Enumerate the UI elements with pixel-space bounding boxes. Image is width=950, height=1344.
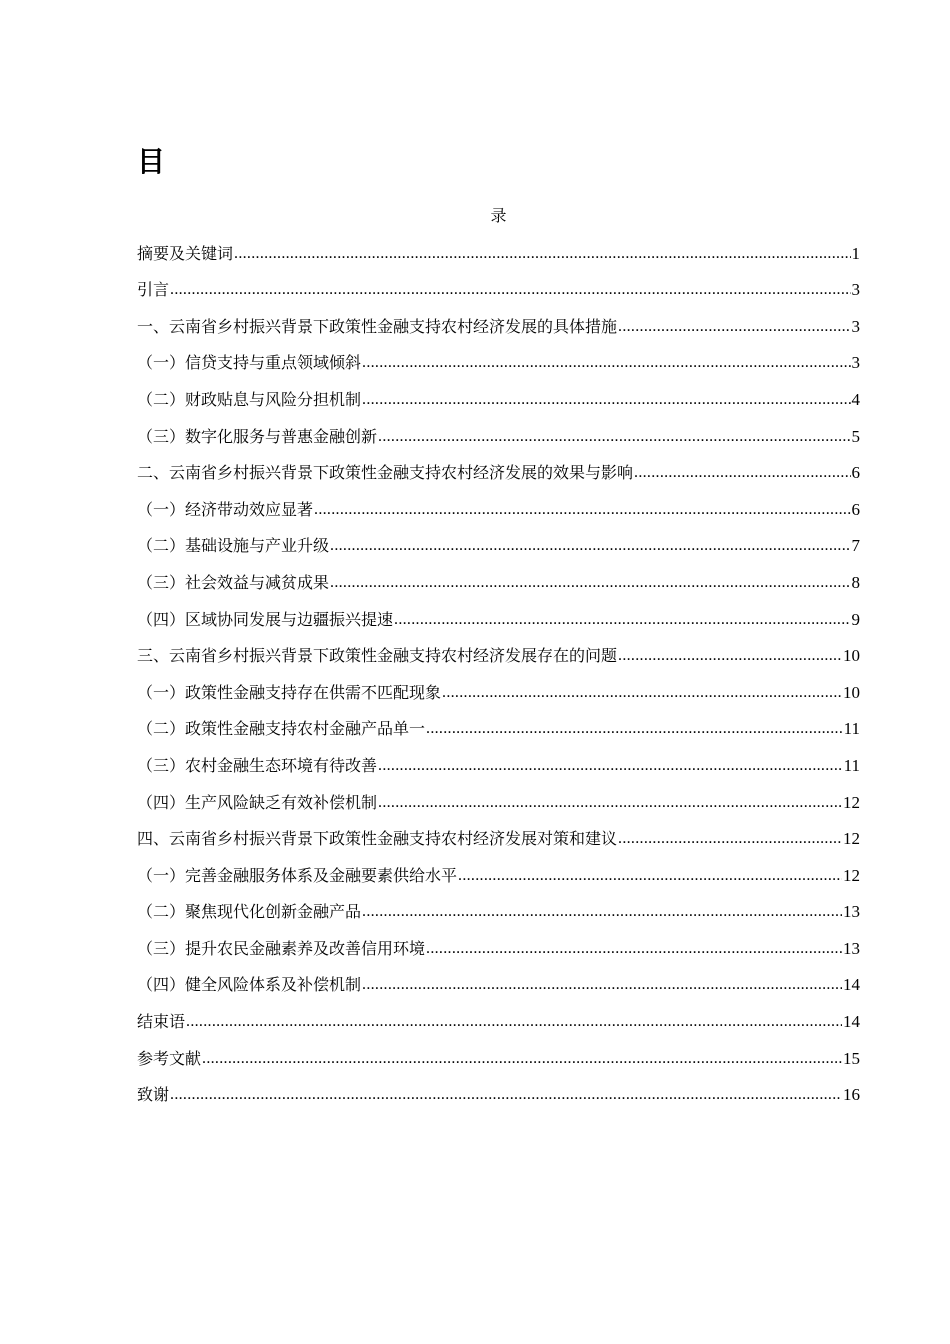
- toc-entry-label: （二）基础设施与产业升级: [137, 536, 330, 556]
- toc-entry-label: 二、云南省乡村振兴背景下政策性金融支持农村经济发展的效果与影响: [137, 463, 634, 483]
- toc-dot-leader: [426, 938, 842, 960]
- toc-entry[interactable]: [137, 855, 860, 892]
- toc-entry-label: （四）健全风险体系及补偿机制: [137, 975, 362, 995]
- toc-entry-label: （一）经济带动效应显著: [137, 499, 314, 519]
- toc-dot-leader: [618, 645, 842, 667]
- toc-dot-leader: [314, 499, 850, 521]
- toc-entry-label: （二）政策性金融支持农村金融产品单一: [137, 719, 426, 739]
- toc-entry-page-number: 14: [843, 1012, 860, 1032]
- toc-dot-leader: [330, 535, 850, 557]
- toc-entry[interactable]: [137, 1001, 860, 1038]
- toc-entry-page-number: 3: [851, 353, 860, 373]
- toc-entry-label: （三）数字化服务与普惠金融创新: [137, 426, 378, 446]
- toc-entry[interactable]: [137, 599, 860, 636]
- toc-entry[interactable]: [137, 379, 860, 416]
- toc-dot-leader: [442, 682, 842, 704]
- toc-entry[interactable]: [137, 892, 860, 929]
- toc-entry[interactable]: [137, 1075, 860, 1112]
- toc-entry-page-number: 11: [843, 719, 860, 739]
- toc-entry[interactable]: [137, 672, 860, 709]
- toc-entry-label: 引言: [137, 280, 170, 300]
- toc-entry[interactable]: [137, 343, 860, 380]
- toc-dot-leader: [362, 974, 842, 996]
- toc-dot-leader: [618, 316, 850, 338]
- toc-entry-label: 参考文献: [137, 1048, 202, 1068]
- toc-entry-page-number: 7: [851, 536, 860, 556]
- toc-entry-page-number: 12: [843, 865, 860, 885]
- table-of-contents: [137, 233, 860, 1111]
- toc-entry-page-number: 13: [843, 938, 860, 958]
- toc-entry-label: 一、云南省乡村振兴背景下政策性金融支持农村经济发展的具体措施: [137, 316, 618, 336]
- toc-dot-leader: [426, 718, 843, 740]
- toc-entry-label: （三）提升农民金融素养及改善信用环境: [137, 938, 426, 958]
- toc-entry-label: （一）完善金融服务体系及金融要素供给水平: [137, 865, 458, 885]
- toc-dot-leader: [170, 1084, 842, 1106]
- toc-entry-page-number: 15: [843, 1048, 860, 1068]
- toc-entry-page-number: 9: [851, 609, 860, 629]
- toc-entry[interactable]: [137, 1038, 860, 1075]
- toc-entry-page-number: 5: [851, 426, 860, 446]
- toc-entry-label: （四）生产风险缺乏有效补偿机制: [137, 792, 378, 812]
- toc-entry-page-number: 12: [843, 792, 860, 812]
- toc-dot-leader: [362, 389, 850, 411]
- toc-entry[interactable]: [137, 745, 860, 782]
- toc-entry[interactable]: [137, 709, 860, 746]
- toc-entry-page-number: 13: [843, 902, 860, 922]
- toc-entry[interactable]: [137, 782, 860, 819]
- toc-entry[interactable]: [137, 562, 860, 599]
- toc-entry[interactable]: [137, 965, 860, 1002]
- toc-dot-leader: [202, 1048, 842, 1070]
- toc-entry-page-number: 10: [843, 646, 860, 666]
- toc-entry-page-number: 6: [851, 499, 860, 519]
- toc-title-main: 目: [137, 145, 166, 178]
- toc-dot-leader: [362, 352, 850, 374]
- toc-dot-leader: [618, 828, 842, 850]
- toc-dot-leader: [170, 279, 850, 301]
- toc-entry-page-number: 3: [851, 280, 860, 300]
- toc-entry-label: （二）财政贴息与风险分担机制: [137, 389, 362, 409]
- toc-entry-page-number: 10: [843, 682, 860, 702]
- toc-entry[interactable]: [137, 489, 860, 526]
- toc-entry-page-number: 11: [843, 755, 860, 775]
- toc-entry-label: 三、云南省乡村振兴背景下政策性金融支持农村经济发展存在的问题: [137, 646, 618, 666]
- toc-dot-leader: [394, 609, 850, 631]
- toc-dot-leader: [634, 462, 850, 484]
- toc-entry-label: 摘要及关键词: [137, 243, 234, 263]
- toc-entry-page-number: 3: [851, 316, 860, 336]
- toc-entry-page-number: 6: [851, 463, 860, 483]
- toc-entry-label: （一）信贷支持与重点领域倾斜: [137, 353, 362, 373]
- toc-entry-label: （二）聚焦现代化创新金融产品: [137, 902, 362, 922]
- toc-entry-page-number: 12: [843, 829, 860, 849]
- toc-entry[interactable]: [137, 453, 860, 490]
- toc-entry-page-number: 4: [851, 389, 860, 409]
- toc-dot-leader: [234, 243, 850, 265]
- toc-dot-leader: [330, 572, 850, 594]
- toc-entry[interactable]: [137, 928, 860, 965]
- toc-dot-leader: [458, 865, 842, 887]
- toc-entry[interactable]: [137, 526, 860, 563]
- toc-entry-label: 结束语: [137, 1012, 186, 1032]
- toc-entry[interactable]: [137, 270, 860, 307]
- toc-entry[interactable]: [137, 233, 860, 270]
- toc-dot-leader: [378, 792, 842, 814]
- toc-entry-label: 致谢: [137, 1085, 170, 1105]
- toc-entry-label: （三）农村金融生态环境有待改善: [137, 755, 378, 775]
- toc-entry[interactable]: [137, 306, 860, 343]
- toc-dot-leader: [362, 901, 842, 923]
- toc-entry-page-number: 14: [843, 975, 860, 995]
- toc-entry-page-number: 1: [851, 243, 860, 263]
- toc-entry-page-number: 16: [843, 1085, 860, 1105]
- toc-entry-label: （四）区域协同发展与边疆振兴提速: [137, 609, 394, 629]
- toc-entry[interactable]: [137, 416, 860, 453]
- toc-dot-leader: [378, 426, 850, 448]
- toc-entry[interactable]: [137, 819, 860, 856]
- toc-dot-leader: [378, 755, 843, 777]
- toc-dot-leader: [186, 1011, 842, 1033]
- toc-entry-label: （三）社会效益与减贫成果: [137, 572, 330, 592]
- toc-entry-page-number: 8: [851, 572, 860, 592]
- toc-entry-label: 四、云南省乡村振兴背景下政策性金融支持农村经济发展对策和建议: [137, 829, 618, 849]
- toc-entry[interactable]: [137, 636, 860, 673]
- toc-title-sub: 录: [490, 206, 507, 225]
- toc-entry-label: （一）政策性金融支持存在供需不匹配现象: [137, 682, 442, 702]
